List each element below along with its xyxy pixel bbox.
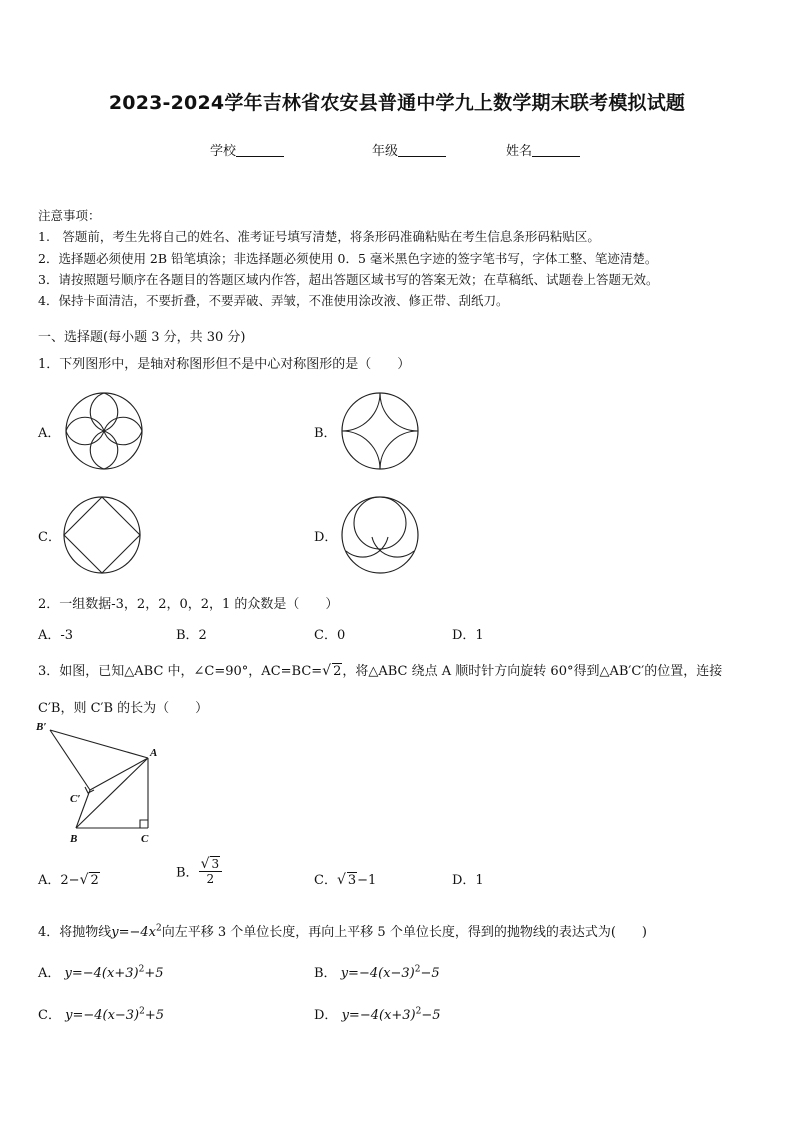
q4-option-b-label: B．	[314, 966, 337, 981]
section-title: 一、选择题(每小题 3 分，共 30 分)	[38, 330, 246, 345]
q3-option-a-rad: 2	[90, 873, 99, 888]
q3-option-b-den: 2	[206, 872, 215, 886]
q2-option-c: C．0	[314, 628, 346, 643]
school-blank	[236, 144, 284, 157]
grade-blank	[398, 144, 446, 157]
q4-option-b-tail: −5	[420, 966, 440, 981]
q4-stem-b: 向左平移 3 个单位长度，再向上平移 5 个单位长度，得到的抛物线的表达式为( )	[161, 925, 647, 940]
q4-option-a-tail: +5	[144, 966, 164, 981]
page-title: 2023-2024学年吉林省农安县普通中学九上数学期末联考模拟试题	[108, 92, 686, 114]
q4-option-d-label: D．	[314, 1008, 338, 1023]
q3-option-c-prefix: C．	[314, 873, 337, 888]
q3-label-b-prime: B′	[36, 721, 47, 733]
q3-option-b-fraction	[199, 856, 223, 886]
q1-stem: 1．下列图形中，是轴对称图形但不是中心对称图形的是（ ）	[38, 357, 411, 372]
q4-option-b	[314, 962, 440, 981]
q1-option-c-label: C．	[38, 530, 61, 545]
q1-option-a-label: A．	[38, 426, 61, 441]
q3-option-b	[176, 856, 222, 886]
q3-option-c	[314, 869, 376, 888]
q4-option-c	[38, 1004, 164, 1023]
q4-stem	[38, 921, 647, 940]
q3-stem-c: C′B，则 C′B 的长为（ ）	[38, 701, 209, 716]
q3-option-a-prefix: A．2−	[38, 873, 80, 888]
q3-stem-a: 3．如图，已知△ABC 中，∠C=90°，AC=BC=	[38, 664, 323, 679]
q4-stem-eq: y=−4x	[111, 925, 157, 940]
note-item-3: 3．请按照题号顺序在各题目的答题区域内作答，超出答题区域书写的答案无效；在草稿纸、试题卷上答题无效。	[38, 271, 659, 287]
q3-option-b-prefix: B．	[176, 865, 199, 881]
q4-option-b-sup: 2	[414, 964, 421, 975]
note-item-2: 2．选择题必须使用 2B 铅笔填涂；非选择题必须使用 0．5 毫米黑色字迹的签字笔书写，字体工整、笔迹清楚。	[38, 250, 658, 266]
q3-stem-line-1	[38, 660, 722, 679]
school-field	[210, 140, 284, 159]
q4-option-a-label: A．	[38, 966, 61, 981]
q3-option-c-sqrt: √	[336, 872, 346, 888]
notes-title: 注意事项：	[38, 208, 101, 223]
q2-stem: 2．一组数据-3，2，2，0，2，1 的众数是（ ）	[38, 597, 339, 612]
q1-figure-a	[62, 389, 146, 473]
q4-option-d-expr: y=−4(x+3)	[341, 1008, 416, 1023]
name-label: 姓名	[506, 144, 533, 159]
school-label: 学校	[210, 144, 237, 159]
note-item-4: 4．保持卡面清洁，不要折叠，不要弄破、弄皱，不准使用涂改液、修正带、刮纸刀。	[38, 293, 509, 309]
q3-option-a-sqrt: √	[79, 872, 89, 888]
grade-label: 年级	[372, 144, 399, 159]
q4-option-a	[38, 962, 163, 981]
grade-field	[372, 140, 446, 159]
q2-option-b: B．2	[176, 628, 207, 643]
q3-label-a: A	[150, 747, 158, 759]
q4-stem-a: 4．将抛物线	[38, 925, 112, 940]
q4-option-c-expr: y=−4(x−3)	[65, 1008, 140, 1023]
q3-stem-b: ，将△ABC 绕点 A 顺时针方向旋转 60°得到△AB′C′的位置，连接	[342, 664, 723, 679]
q3-option-b-sqrt: √	[200, 856, 210, 872]
q4-stem-sup: 2	[156, 923, 162, 934]
q2-option-a: A．-3	[38, 628, 74, 643]
q4-option-d-sup: 2	[415, 1006, 422, 1017]
q3-sqrt-arg: 2	[333, 664, 342, 679]
q4-option-d-tail: −5	[421, 1008, 441, 1023]
notes-block	[38, 205, 658, 311]
q1-option-d-label: D．	[314, 530, 338, 545]
q1-figure-c	[60, 493, 144, 577]
q4-option-a-sup: 2	[138, 964, 145, 975]
q3-label-b: B	[70, 833, 78, 845]
q4-option-c-sup: 2	[139, 1006, 145, 1017]
name-blank	[532, 144, 580, 157]
q2-option-d: D．1	[452, 628, 484, 643]
q3-option-b-num: 3	[211, 857, 220, 871]
q3-option-c-rad: 3	[347, 873, 357, 888]
q4-option-d	[314, 1004, 441, 1023]
q3-label-c-prime: C′	[70, 793, 81, 805]
q1-figure-b	[338, 389, 422, 473]
q3-option-c-suffix: −1	[357, 873, 377, 888]
q1-figure-d	[338, 493, 422, 577]
q3-option-d: D．1	[452, 873, 484, 888]
q4-option-c-label: C．	[38, 1008, 61, 1023]
q3-option-a	[38, 869, 100, 888]
q4-option-a-expr: y=−4(x+3)	[64, 966, 139, 981]
q4-option-b-expr: y=−4(x−3)	[340, 966, 415, 981]
name-field	[506, 140, 580, 159]
q4-option-c-tail: +5	[144, 1008, 165, 1023]
q1-option-b-label: B．	[314, 426, 337, 441]
q3-triangle-figure	[34, 718, 164, 850]
q3-label-c: C	[141, 833, 149, 845]
note-item-1: 1. 答题前，考生先将自己的姓名、准考证号填写清楚，将条形码准确粘贴在考生信息条形码粘贴区。	[38, 229, 600, 245]
q3-sqrt-symbol: √	[322, 663, 332, 679]
